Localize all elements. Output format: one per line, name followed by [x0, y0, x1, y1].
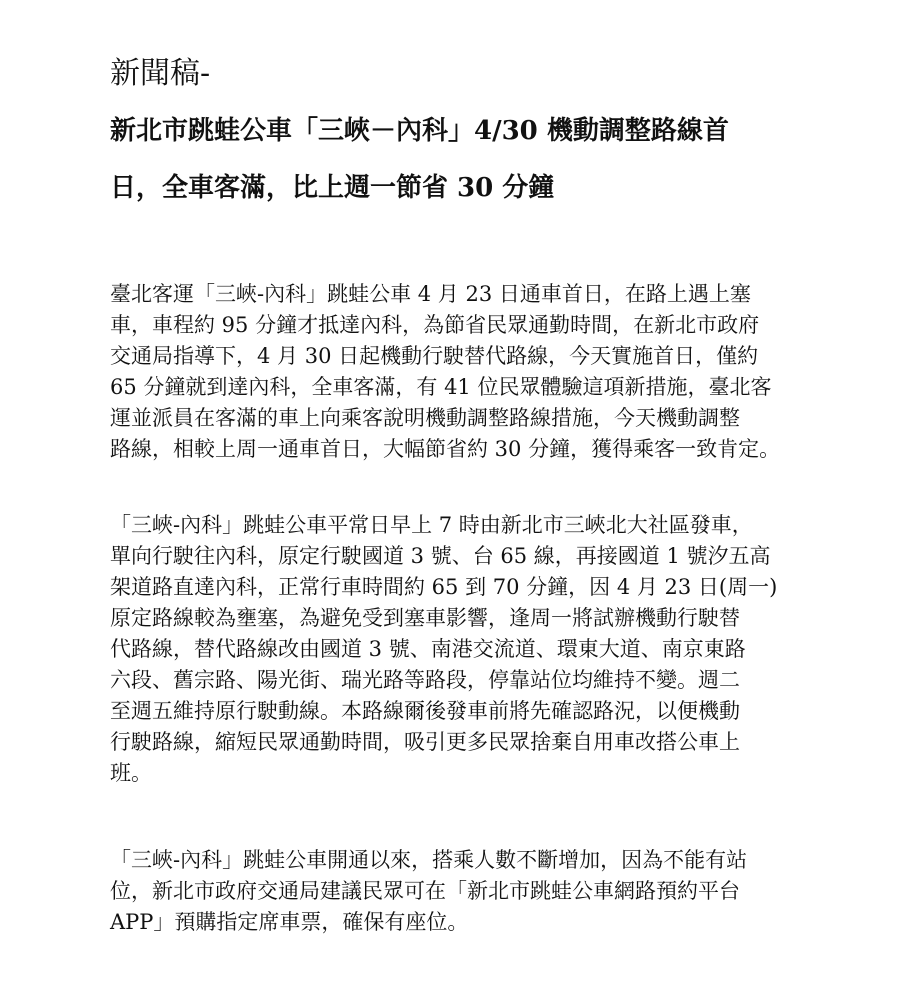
paragraph-line: 班。: [110, 761, 152, 785]
paragraph-line: 代路線，替代路線改由國道 3 號、南港交流道、環東大道、南京東路: [110, 637, 746, 661]
press-release-page: [110, 0, 810, 1000]
paragraph-3: [110, 845, 810, 938]
paragraph-line: 交通局指導下，4 月 30 日起機動行駛替代路線，今天實施首日，僅約: [110, 344, 759, 368]
headline: [110, 106, 810, 220]
paragraph-line: 至週五維持原行駛動線。本路線爾後發車前將先確認路況，以便機動: [110, 699, 740, 723]
paragraph-line: 六段、舊宗路、陽光街、瑞光路等路段，停靠站位均維持不變。週二: [110, 668, 740, 692]
paragraph-line: 行駛路線，縮短民眾通勤時間，吸引更多民眾捨棄自用車改搭公車上: [110, 730, 740, 754]
headline-line: 日，全車客滿，比上週一節省 30 分鐘: [110, 173, 555, 203]
paragraph-line: 路線，相較上周一通車首日，大幅節省約 30 分鐘，獲得乘客一致肯定。: [110, 437, 781, 461]
headline-line: 新北市跳蛙公車「三峽－內科」4/30 機動調整路線首: [110, 116, 729, 146]
paragraph-line: 「三峽-內科」跳蛙公車開通以來，搭乘人數不斷增加，因為不能有站: [110, 848, 748, 872]
paragraph-line: 65 分鐘就到達內科，全車客滿，有 41 位民眾體驗這項新措施，臺北客: [110, 375, 772, 399]
paragraph-line: 運並派員在客滿的車上向乘客說明機動調整路線措施，今天機動調整: [110, 406, 740, 430]
paragraph-line: 原定路線較為壅塞，為避免受到塞車影響，逢周一將試辦機動行駛替: [110, 606, 740, 630]
paragraph-1: [110, 279, 810, 465]
paragraph-2: [110, 510, 810, 789]
paragraph-line: 「三峽-內科」跳蛙公車平常日早上 7 時由新北市三峽北大社區發車，: [110, 513, 753, 537]
paragraph-line: APP」預購指定席車票，確保有座位。: [110, 910, 469, 934]
press-release-label: 新聞稿-: [110, 56, 211, 91]
paragraph-line: 車，車程約 95 分鐘才抵達內科，為節省民眾通勤時間，在新北市政府: [110, 313, 760, 337]
paragraph-line: 單向行駛往內科，原定行駛國道 3 號、台 65 線，再接國道 1 號汐五高: [110, 544, 771, 568]
paragraph-line: 臺北客運「三峽-內科」跳蛙公車 4 月 23 日通車首日，在路上遇上塞: [110, 282, 751, 306]
paragraph-line: 位，新北市政府交通局建議民眾可在「新北市跳蛙公車網路預約平台: [110, 879, 740, 903]
paragraph-line: 架道路直達內科，正常行車時間約 65 到 70 分鐘，因 4 月 23 日(周一): [110, 575, 778, 599]
